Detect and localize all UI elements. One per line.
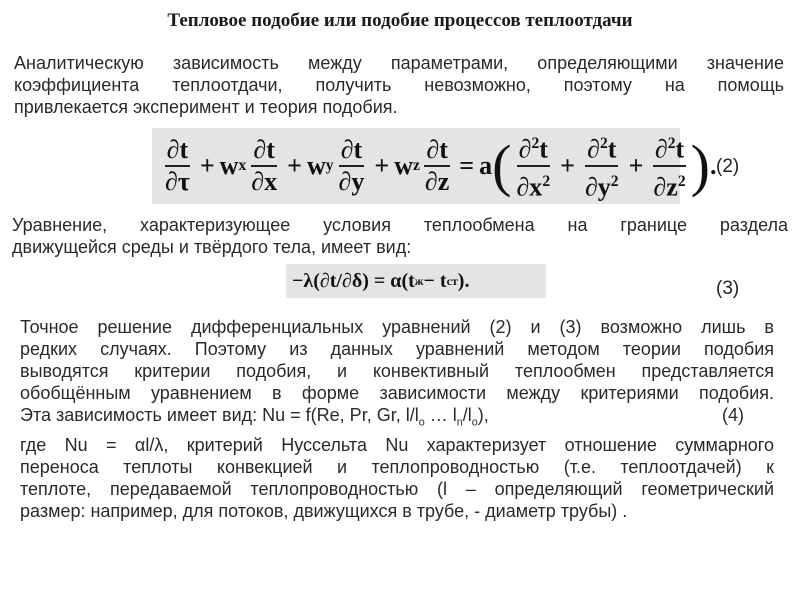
fraction: $\frac{\partial t}{\partial y}$ xyxy=(338,135,365,196)
equation-number: (4) xyxy=(722,405,744,425)
fraction: $\frac{\partial^2t}{\partial z^2}$ xyxy=(651,129,687,202)
text-line: коэффициента теплоотдачи, получить невозможно, поэтому на помощь xyxy=(14,75,784,95)
intro-paragraph xyxy=(14,52,784,118)
fraction: $\frac{\partial^2t}{\partial y^2}$ xyxy=(583,129,621,202)
equation-number: (2) xyxy=(716,156,740,177)
text-line: размер: например, для потоков, движущихся в трубе, - диаметр трубы) . xyxy=(20,500,628,521)
fraction: $\frac{\partial t}{\partial z}$ xyxy=(424,135,450,196)
solution-paragraph xyxy=(20,316,774,522)
fraction: $\frac{\partial t}{\partial\tau}$ xyxy=(165,135,190,196)
boundary-paragraph xyxy=(12,214,788,258)
text-line: привлекается эксперимент и теория подобия. xyxy=(14,97,398,117)
text-line: обобщённым уравнением в форме зависимости между критериями подобия. xyxy=(20,383,774,403)
text-line: движущейся среды и твёрдого тела, имеет вид: xyxy=(12,237,412,257)
fraction: $\frac{\partial^2t}{\partial x^2}$ xyxy=(514,129,552,202)
text-line: редких случаях. Поэтому из данных уравнений методом теории подобия xyxy=(20,339,774,359)
nusselt-formula-line: Эта зависимость имеет вид: Nu = f(Re, Pr, Gr, $l/l_o$ … $l_n/l_o$), (4) xyxy=(20,404,774,434)
text-line: Уравнение, характеризующее условия теплообмена на границе раздела xyxy=(12,215,788,235)
text-line: теплоте, передаваемой теплопроводностью (l – определяющий геометрический xyxy=(20,478,774,499)
equation-number: (3) xyxy=(716,278,740,299)
page-title: Тепловое подобие или подобие процессов теплоотдачи xyxy=(167,10,633,31)
heat-equation-image: $\frac{\partial t}{\partial\tau}$ + w x $\frac{\partial t}{\partial x}$ + w y $\frac{\partial t}{\partial y}$ + w z $\frac{\partial t}{\partial z}$ = a ( $\frac{\partial^2t}{\partial x^2}$ + $\frac{\partial^2t}{\partial y^2}$ + $\frac{\partial^2t}{\partial z^2}$ ) . xyxy=(152,128,680,204)
text-line: Точное решение дифференциальных уравнений (2) и (3) возможно лишь в xyxy=(20,317,774,337)
text-line: переноса теплоты конвекцией и теплопроводностью (т.е. теплоотдачей) к xyxy=(20,456,774,477)
text-line: Аналитическую зависимость между параметрами, определяющими значение xyxy=(14,53,784,73)
fraction: $\frac{\partial t}{\partial x}$ xyxy=(251,135,278,196)
text-line: выводятся критерии подобия, и конвективный теплообмен представляется xyxy=(20,361,774,381)
text-line: где Nu = αl/λ, критерий Нуссельта Nu характеризует отношение суммарного xyxy=(20,434,774,455)
boundary-equation-image: −λ(∂t/∂δ) = α(t ж − t ст ). xyxy=(286,264,546,298)
